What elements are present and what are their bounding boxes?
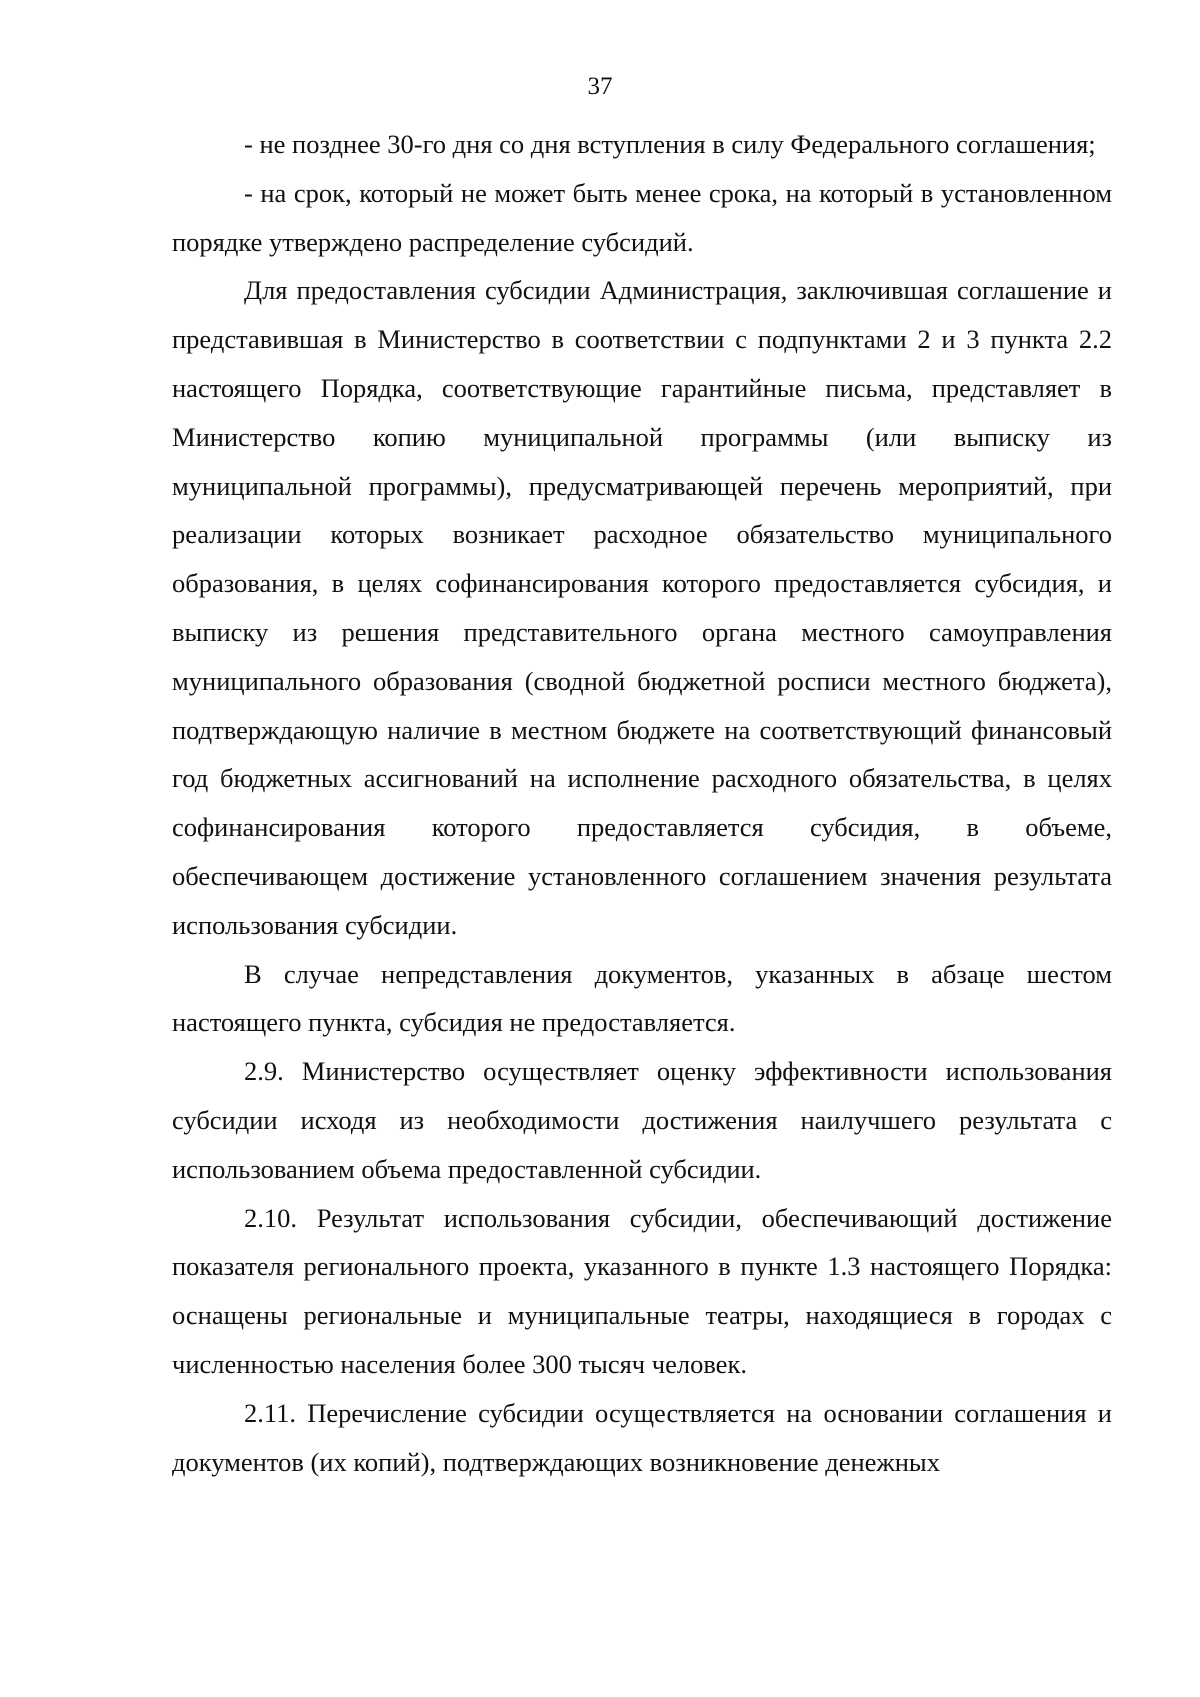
paragraph-term: - на срок, который не может быть менее срока, на который в установленном порядке утверждено распределение субсидий. [172, 177, 1112, 257]
paragraph-non-submission: В случае непредставления документов, указанных в абзаце шестом настоящего пункта, субсидия не предоставляется. [172, 958, 1112, 1038]
paragraph-2-9: 2.9. Министерство осуществляет оценку эффективности использования субсидии исходя из необходимости достижения наилучшего результата с использованием объема предоставленной субсидии. [172, 1056, 1112, 1184]
paragraph-2-10: 2.10. Результат использования субсидии, обеспечивающий достижение показателя регионального проекта, указанного в пункте 1.3 настоящего Порядка: оснащены региональные и муниципальные театры, находящиеся в городах с численностью населения более 300 тысяч человек. [172, 1202, 1112, 1379]
page-number: 37 [587, 73, 613, 100]
paragraph-deadline: - не позднее 30-го дня со дня вступления в силу Федерального соглашения; [244, 129, 1096, 159]
document-body [172, 120, 1112, 1486]
paragraph-2-11: 2.11. Перечисление субсидии осуществляется на основании соглашения и документов (их копий), подтверждающих возникновение денежных [172, 1397, 1112, 1477]
paragraph-documents: Для предоставления субсидии Администрация, заключившая соглашение и представившая в Министерство в соответствии с подпунктами 2 и 3 пункта 2.2 настоящего Порядка, соответствующие гарантийные письма, представляет в Министерство копию муниципальной программы (или выписку из муниципальной программы), предусматривающей перечень мероприятий, при реализации которых возникает расходное обязательство муниципального образования, в целях софинансирования которого предоставляется субсидия, и выписку из решения представительного органа местного самоуправления муниципального образования (сводной бюджетной росписи местного бюджета), подтверждающую наличие в местном бюджете на соответствующий финансовый год бюджетных ассигнований на исполнение расходного обязательства, в целях софинансирования которого предоставляется субсидия, в объеме, обеспечивающем достижение установленного соглашением значения результата использования субсидии. [172, 275, 1112, 940]
